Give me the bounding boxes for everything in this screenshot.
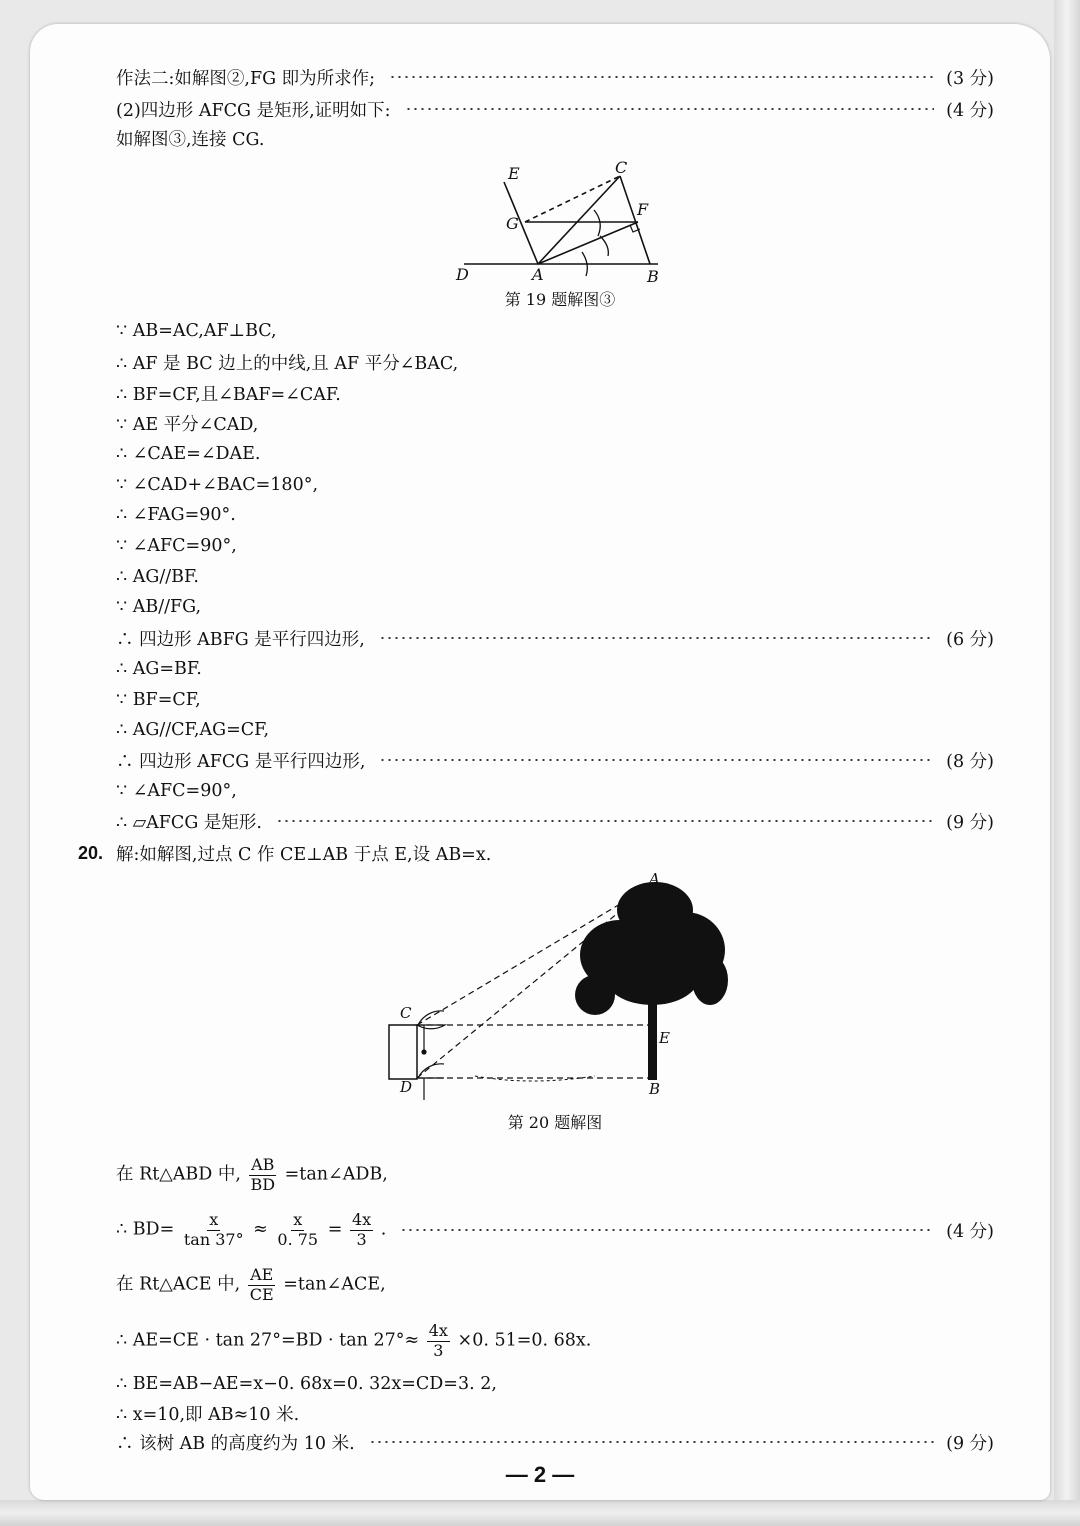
line-text: ∴ 该树 AB 的高度约为 10 米. — [116, 1433, 355, 1454]
fraction — [350, 1211, 373, 1249]
proof-line — [116, 654, 994, 684]
proof-line — [116, 715, 994, 745]
label-b: B — [649, 1080, 661, 1098]
label-d: D — [400, 1078, 413, 1096]
solution-line — [116, 94, 994, 124]
fraction — [427, 1322, 450, 1360]
approx-sign: ≈ — [253, 1219, 268, 1240]
fraction — [275, 1211, 320, 1249]
arc-mark — [594, 210, 600, 236]
proof-line — [116, 378, 994, 408]
score-mark: (6 分) — [946, 629, 994, 650]
solution-step — [116, 1265, 994, 1305]
page-edge-bottom — [0, 1500, 1080, 1526]
step-suffix: =tan∠ADB, — [284, 1164, 388, 1185]
score-mark: (9 分) — [946, 1433, 994, 1454]
proof-line — [116, 745, 994, 775]
proof-line — [116, 685, 994, 715]
line-text: ∴ 四边形 ABFG 是平行四边形, — [116, 629, 365, 650]
proof-line — [116, 776, 994, 806]
fraction — [248, 1156, 277, 1194]
figure-19-diagram — [440, 152, 680, 287]
line-af — [538, 222, 638, 264]
solution-line — [116, 62, 994, 92]
step-prefix: 在 Rt△ACE 中, — [116, 1274, 241, 1295]
proof-line — [116, 562, 994, 592]
line-text: ∴ 四边形 AFCG 是平行四边形, — [116, 751, 366, 772]
solution-step — [116, 1427, 994, 1457]
line-cg-dashed — [525, 176, 620, 222]
numerator: x — [293, 1210, 303, 1230]
leader-dots — [379, 637, 934, 639]
score-mark: (4 分) — [946, 1221, 994, 1242]
denominator: 3 — [356, 1229, 367, 1249]
denominator: tan 37° — [183, 1229, 244, 1249]
line-text: ∵ ∠CAD+∠BAC=180°, — [116, 475, 319, 495]
label-g: G — [506, 214, 519, 233]
line-text: ∴ ▱AFCG 是矩形. — [116, 812, 262, 833]
proof-line — [116, 439, 994, 469]
label-a: A — [532, 265, 544, 284]
leader-dots — [276, 820, 934, 822]
leader-dots — [369, 1441, 934, 1443]
fraction — [248, 1266, 276, 1304]
score-mark: (4 分) — [946, 100, 994, 121]
proof-line — [116, 806, 994, 836]
label-d: D — [456, 265, 469, 284]
line-text: ∴ BE=AB−AE=x−0. 68x=0. 32x=CD=3. 2, — [116, 1374, 497, 1394]
step-text — [116, 1322, 591, 1360]
figure-20-diagram — [380, 870, 740, 1100]
numerator: 4x — [351, 1210, 372, 1230]
line-text: ∵ AE 平分∠CAD, — [116, 414, 259, 435]
denominator: 0. 75 — [277, 1229, 319, 1249]
line-text: 如解图③,连接 CG. — [116, 129, 265, 150]
leader-dots — [389, 76, 934, 78]
line-text: ∴ AF 是 BC 边上的中线,且 AF 平分∠BAC, — [116, 353, 459, 374]
proof-line — [116, 500, 994, 530]
figure-20-caption: 第 20 题解图 — [507, 1113, 603, 1132]
proof-line — [116, 623, 994, 653]
line-text: 解:如解图,过点 C 作 CE⊥AB 于点 E,设 AB=x. — [116, 844, 492, 865]
step-text — [116, 1211, 386, 1249]
leader-dots — [400, 1229, 934, 1231]
proof-line — [116, 347, 994, 377]
question-20-intro — [116, 838, 994, 868]
label-c: C — [400, 1004, 412, 1022]
score-mark: (9 分) — [946, 812, 994, 833]
line-text: ∴ AG=BF. — [116, 659, 202, 679]
tree — [575, 882, 728, 1080]
proof-line — [116, 592, 994, 622]
page-number-value: 2 — [533, 1462, 547, 1487]
equals-sign: = — [327, 1219, 343, 1240]
proof-line — [116, 316, 994, 346]
step-prefix: 在 Rt△ABD 中, — [116, 1164, 241, 1185]
numerator: x — [209, 1210, 219, 1230]
step-prefix: ∴ BD= — [116, 1219, 175, 1240]
proof-line — [116, 531, 994, 561]
line-text: ∵ AB=AC,AF⊥BC, — [116, 321, 277, 341]
line-cb — [620, 176, 650, 264]
line-text: ∴ BF=CF,且∠BAF=∠CAF. — [116, 384, 341, 405]
leader-dots — [379, 759, 934, 761]
figure-19-caption: 第 19 题解图③ — [504, 290, 616, 309]
line-text: 作法二:如解图②,FG 即为所求作; — [116, 68, 376, 89]
solution-step — [116, 1320, 994, 1362]
fraction — [182, 1211, 246, 1249]
proof-line — [116, 408, 994, 438]
solution-step — [116, 1398, 994, 1428]
line-text: ∴ x=10,即 AB≈10 米. — [116, 1404, 300, 1425]
step-text — [116, 1266, 386, 1304]
step-prefix: ∴ AE=CE · tan 27°=BD · tan 27°≈ — [116, 1330, 420, 1351]
line-text: ∵ AB//FG, — [116, 597, 202, 617]
numerator: AB — [251, 1155, 275, 1175]
denominator: BD — [250, 1174, 276, 1194]
solution-line — [116, 123, 994, 153]
numerator: AE — [250, 1265, 274, 1285]
proof-line — [116, 470, 994, 500]
numerator: 4x — [428, 1321, 448, 1341]
solution-step — [116, 1369, 994, 1399]
label-e: E — [659, 1029, 670, 1047]
page-number: — 2 — — [505, 1462, 575, 1487]
line-text: ∴ ∠CAE=∠DAE. — [116, 444, 261, 464]
leader-dots — [405, 108, 935, 110]
line-text: ∵ ∠AFC=90°, — [116, 536, 237, 556]
score-mark: (3 分) — [946, 68, 994, 89]
denominator: 3 — [433, 1340, 444, 1360]
question-number: 20. — [78, 843, 104, 863]
step-suffix: ×0. 51=0. 68x. — [457, 1330, 592, 1351]
denominator: CE — [249, 1284, 274, 1304]
line-text: ∵ ∠AFC=90°, — [116, 781, 237, 801]
line-text: ∴ ∠FAG=90°. — [116, 505, 236, 525]
page-edge-right — [1054, 0, 1080, 1526]
step-suffix: . — [380, 1219, 387, 1240]
label-b: B — [647, 267, 659, 286]
score-mark: (8 分) — [946, 751, 994, 772]
label-f: F — [637, 200, 649, 219]
arc-mark — [600, 236, 608, 256]
solution-step — [116, 1208, 994, 1252]
step-text — [116, 1156, 388, 1194]
label-e: E — [508, 164, 520, 183]
label-c: C — [615, 158, 628, 177]
line-text: ∵ BF=CF, — [116, 690, 201, 710]
label-a: A — [649, 870, 660, 888]
step-suffix: =tan∠ACE, — [283, 1274, 386, 1295]
line-text: (2)四边形 AFCG 是矩形,证明如下: — [116, 100, 391, 121]
line-text: ∴ AG//BF. — [116, 567, 199, 587]
line-text: ∴ AG//CF,AG=CF, — [116, 720, 270, 740]
water-ripple — [475, 1076, 595, 1081]
solution-step — [116, 1155, 994, 1195]
clinometer-lower — [418, 1064, 444, 1100]
building-wall — [389, 1025, 417, 1079]
